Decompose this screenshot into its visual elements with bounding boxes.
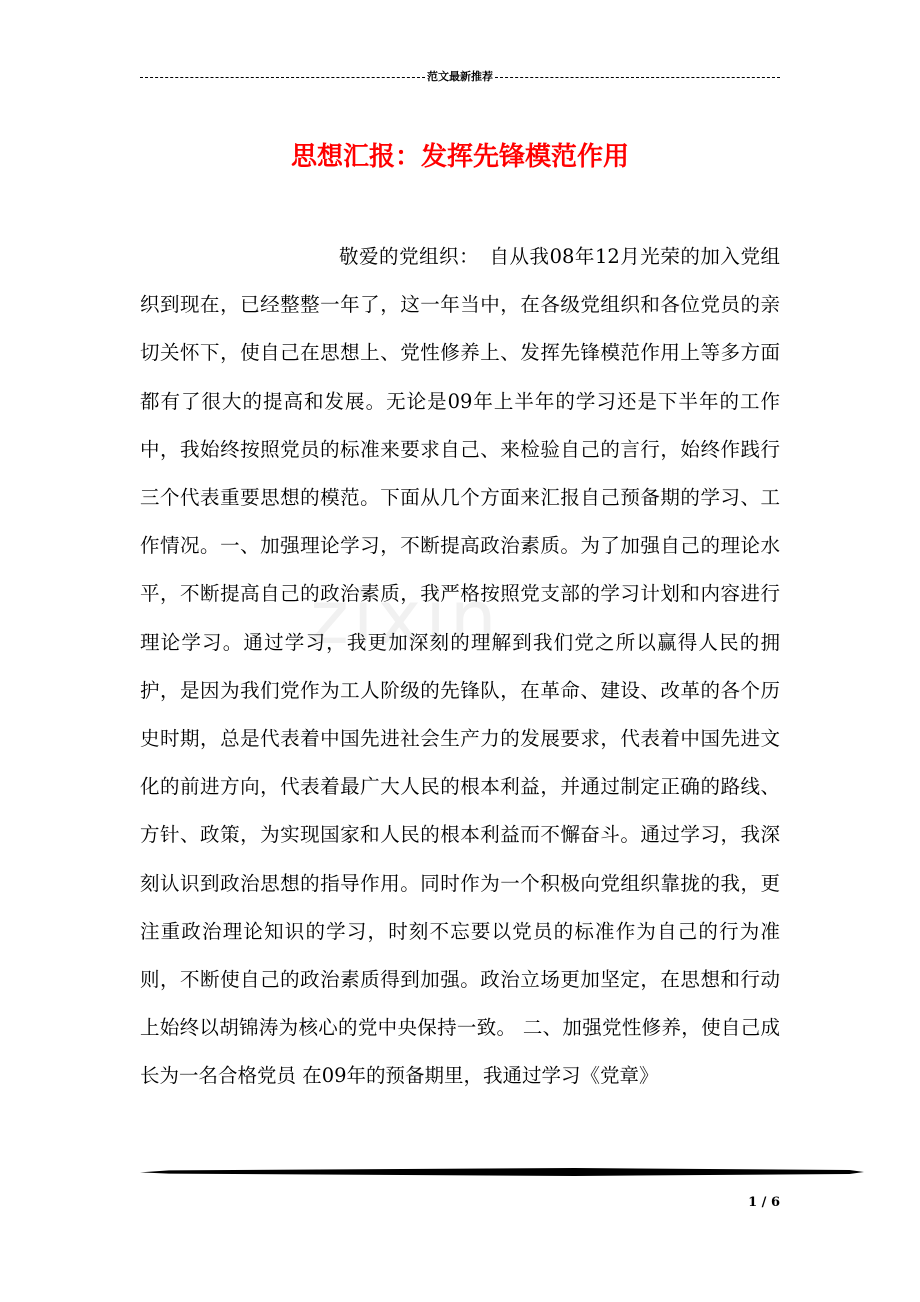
header-divider-left — [140, 77, 425, 78]
footer-divider — [140, 1168, 864, 1176]
header-label: 范文最新推荐 — [427, 70, 493, 83]
document-title: 思想汇报：发挥先锋模范作用 — [290, 142, 629, 173]
page-number: 1 / 6 — [748, 1195, 780, 1210]
document-body: 敬爱的党组织： 自从我08年12月光荣的加入党组织到现在，已经整整一年了，这一年当中，在各级党组织和各位党员的亲切关怀下，使自己在思想上、党性修养上、发挥先锋模范作用上等多方面都有了很大的提高和发展。无论是09年上半年的学习还是下半年的工作中，我始终按照党员的标准来要求自己、来检验自己的言行，始终作践行三个代表重要思想的模范。下面从几个方面来汇报自己预备期的学习、工作情况。一、加强理论学习，不断提高政治素质。为了加强自己的理论水平，不断提高自己的政治素质，我严格按照党支部的学习计划和内容进行理论学习。通过学习，我更加深刻的理解到我们党之所以赢得人民的拥护，是因为我们党作为工人阶级的先锋队，在革命、建设、改革的各个历史时期，总是代表着中国先进社会生产力的发展要求，代表着中国先进文化的前进方向，代表着最广大人民的根本利益，并通过制定正确的路线、方针、政策，为实现国家和人民的根本利益而不懈奋斗。通过学习，我深刻认识到政治思想的指导作用。同时作为一个积极向党组织靠拢的我，更注重政治理论知识的学习，时刻不忘要以党员的标准作为自己的行为准则，不断使自己的政治素质得到加强。政治立场更加坚定，在思想和行动上始终以胡锦涛为核心的党中央保持一致。 二、加强党性修养，使自己成长为一名合格党员 在09年的预备期里，我通过学习《党章》 — [140, 245, 780, 1088]
watermark: zixin — [310, 575, 501, 661]
header-divider-right — [495, 77, 780, 78]
page-header — [140, 68, 780, 86]
